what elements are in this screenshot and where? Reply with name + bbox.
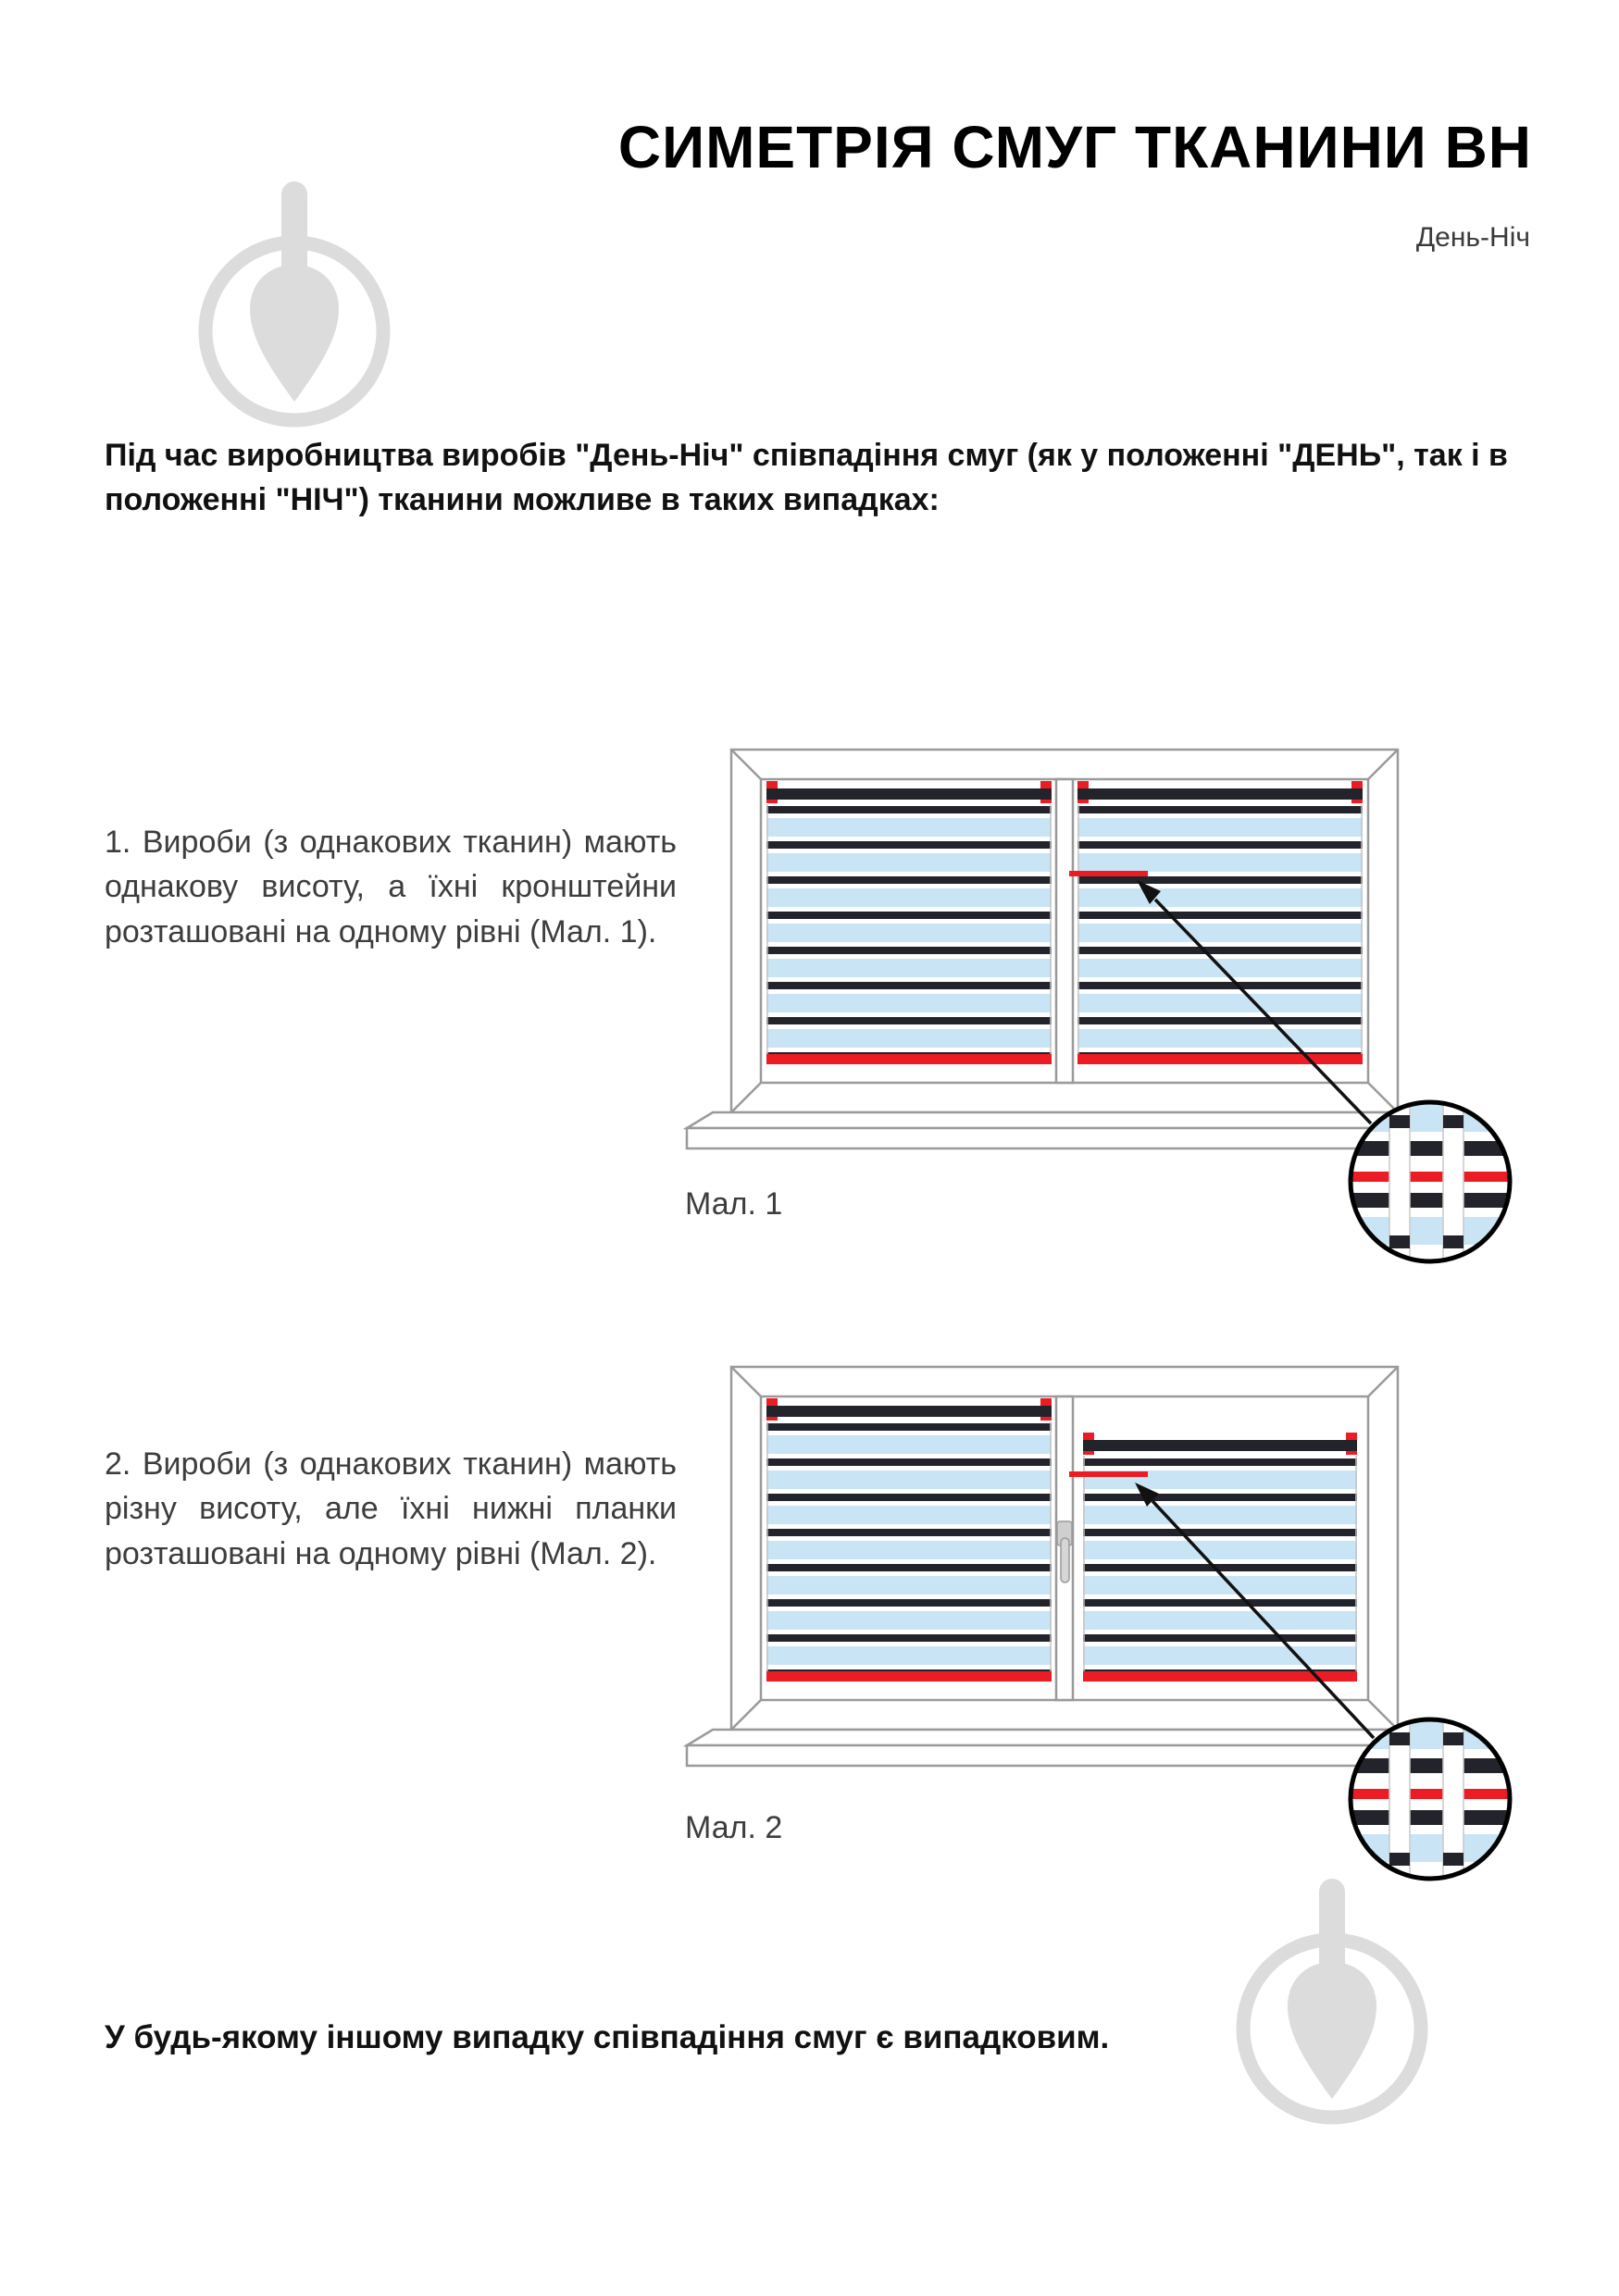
item-1-paragraph: 1. Вироби (з однакових тканин) мають однакову висоту, а їхні кронштейни розташовані на одному рівні (Мал. 1). xyxy=(105,825,677,949)
item-2-paragraph: 2. Вироби (з однакових тканин) мають різну висоту, але їхні нижні планки розташовані на одному рівні (Мал. 2). xyxy=(105,1446,677,1571)
left-blind xyxy=(766,781,1052,1064)
footer-note: У будь-якому іншому випадку співпадіння смуг є випадковим. xyxy=(105,2019,1110,2055)
cassette xyxy=(766,1406,1052,1417)
window-sill xyxy=(687,1730,1442,1766)
bottom-bar xyxy=(1077,1054,1363,1064)
figure-1-caption: Мал. 1 xyxy=(685,1186,783,1222)
left-blind xyxy=(766,1398,1052,1682)
figure-1 xyxy=(648,736,1574,1309)
fabric-stripes xyxy=(766,1421,1052,1671)
company-logo-watermark-bottom xyxy=(1221,1879,1443,2138)
page-subtitle: День-Ніч xyxy=(1415,222,1530,253)
cassette xyxy=(1083,1440,1357,1451)
figure-2-caption: Мал. 2 xyxy=(685,1810,783,1845)
figure-2 xyxy=(648,1353,1574,1927)
intro-paragraph: Під час виробництва виробів "День-Ніч" співпадіння смуг (як у положенні "ДЕНЬ", так і в положенні "НІЧ") тканини можливе в таких випадках: xyxy=(105,438,1508,518)
bottom-bar xyxy=(766,1054,1052,1064)
cassette xyxy=(1077,788,1363,800)
company-logo-watermark-top xyxy=(183,181,405,441)
window-sill xyxy=(687,1112,1442,1148)
fabric-stripes xyxy=(1083,1456,1357,1671)
alignment-mark xyxy=(1069,871,1148,876)
page-title: СИМЕТРІЯ СМУГ ТКАНИНИ ВН xyxy=(617,114,1532,180)
cassette xyxy=(766,788,1052,800)
fabric-stripes xyxy=(1077,804,1363,1054)
logo-mark-icon xyxy=(205,181,383,420)
alignment-mark xyxy=(1069,1471,1148,1477)
bottom-bar xyxy=(766,1671,1052,1682)
fabric-stripes xyxy=(766,804,1052,1054)
right-blind xyxy=(1083,1433,1357,1682)
right-blind xyxy=(1077,781,1363,1064)
logo-mark-icon xyxy=(1243,1879,1421,2117)
